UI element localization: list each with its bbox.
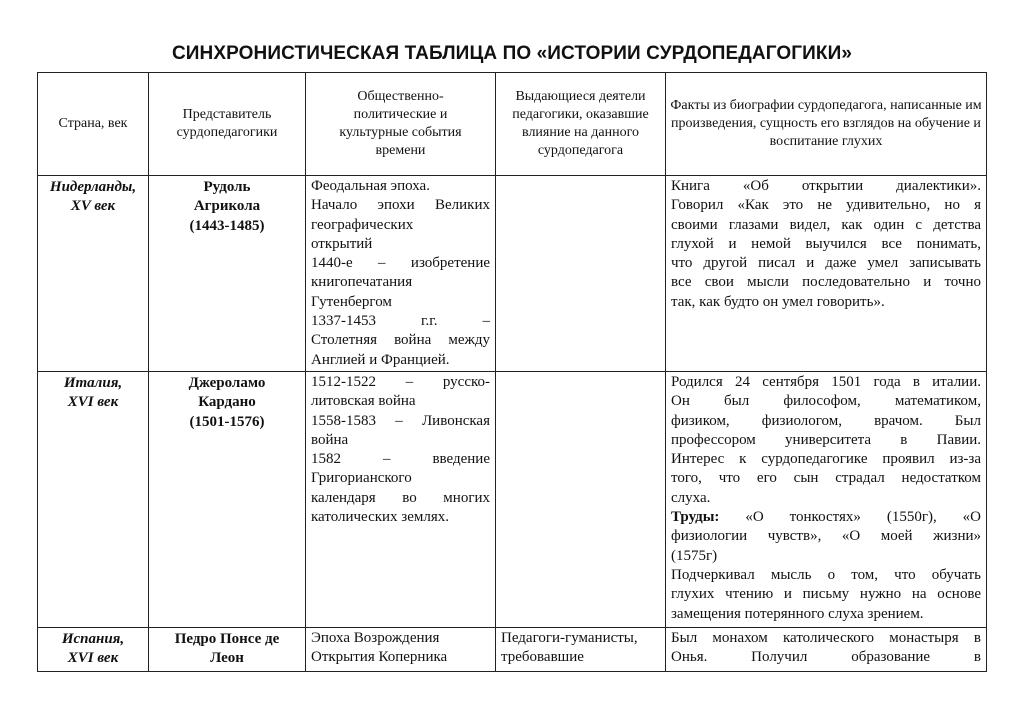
header-events: Общественно-политические и культурные события времени	[306, 73, 496, 176]
events-cell: 1512-1522 – русско- литовская война 1558-1583 – Ливонская война 1582 – введение Григорианского календаря во многих католических землях.	[306, 372, 496, 628]
facts-cell: Родился 24 сентября 1501 года в италии. Он был философом, математиком, физиком, физиологом, врачом. Был профессором университета в Павии. Интерес к сурдопедагогике проявил из-за того, что его сын страдал недостатком слуха. Труды: «О тонкостях» (1550г), «О физиологии чувств», «О моей жизни» (1575г) Подчеркивал мысль о том, что обучать глухих чтению и письму нужно на основе замещения потерянного слуха зрением.	[666, 372, 987, 628]
page-title: СИНХРОНИСТИЧЕСКАЯ ТАБЛИЦА ПО «ИСТОРИИ СУРДОПЕДАГОГИКИ»	[171, 43, 852, 64]
teachers-cell	[496, 176, 666, 372]
country-cell: Испания, XVI век	[38, 628, 149, 672]
person-cell: Педро Понсе де Леон	[149, 628, 306, 672]
teachers-cell	[496, 372, 666, 628]
person-cell: Рудоль Агрикола (1443-1485)	[149, 176, 306, 372]
person-cell: Джероламо Кардано (1501-1576)	[149, 372, 306, 628]
header-country: Страна, век	[38, 73, 149, 176]
teachers-cell: Педагоги-гуманисты, требовавшие	[496, 628, 666, 672]
header-representative: Представитель сурдопедагогики	[149, 73, 306, 176]
synchronistic-table	[37, 72, 987, 672]
table-row	[38, 372, 987, 628]
country-cell: Италия, XVI век	[38, 372, 149, 628]
events-cell: Эпоха Возрождения Открытия Коперника	[306, 628, 496, 672]
events-cell: Феодальная эпоха. Начало эпохи Великих географических открытий 1440-е – изобретение книгопечатания Гутенбергом 1337-1453 г.г. – Столетняя война между Англией и Францией.	[306, 176, 496, 372]
table-row	[38, 628, 987, 672]
country-cell: Нидерланды, XV век	[38, 176, 149, 372]
table-row	[38, 176, 987, 372]
header-facts: Факты из биографии сурдопедагога, написанные им произведения, сущность его взглядов на обучение и воспитание глухих	[666, 73, 987, 176]
facts-cell: Книга «Об открытии диалектики». Говорил «Как это не удивительно, но я своими глазами видел, как один с детства глухой и немой выучился все понимать, что другой писал и даже умел записывать все свои мысли последовательно и точно так, как будто он умел говорить».	[666, 176, 987, 372]
header-teachers: Выдающиеся деятели педагогики, оказавшие влияние на данного сурдопедагога	[496, 73, 666, 176]
table-header-row	[38, 73, 987, 176]
facts-cell: Был монахом католического монастыря в Онья. Получил образование в	[666, 628, 987, 672]
works-label: Труды:	[671, 509, 720, 526]
